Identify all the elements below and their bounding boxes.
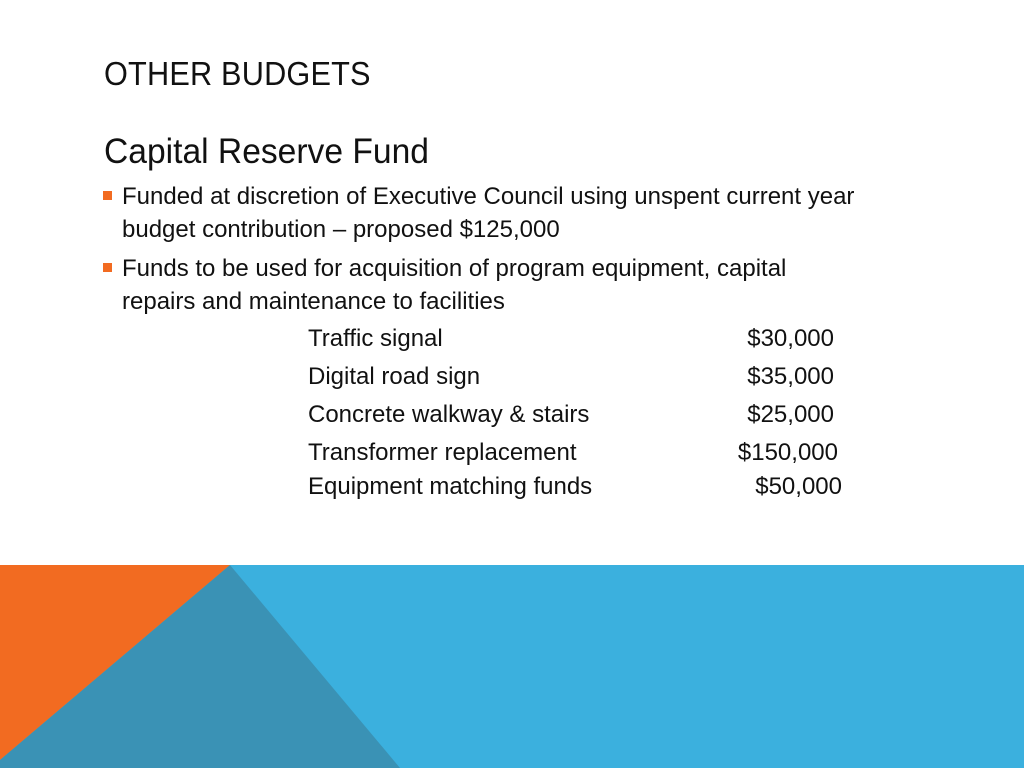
item-amount: $30,000 [747,325,834,352]
budget-line-item [308,470,848,504]
slide-title: OTHER BUDGETS [104,55,371,92]
footer-orange-triangle [0,565,230,760]
item-label: Concrete walkway & stairs [308,401,590,428]
budget-line-item [308,322,848,356]
budget-line-item [308,398,848,432]
bullet-marker-icon [103,191,112,200]
budget-line-item [308,436,848,470]
budget-line-item [308,360,848,394]
bullet-item [103,252,863,318]
item-label: Transformer replacement [308,439,577,466]
item-amount: $25,000 [747,401,834,428]
bullet-item [103,180,863,246]
item-label: Traffic signal [308,325,443,352]
bullet-text: Funded at discretion of Executive Council using unspent current year budget contribution – proposed $125,000 [122,183,855,243]
section-heading: Capital Reserve Fund [104,132,429,171]
item-label: Digital road sign [308,363,481,390]
item-amount: $50,000 [755,473,842,500]
item-amount: $150,000 [737,439,838,466]
bullet-marker-icon [103,263,112,272]
bullet-text: Funds to be used for acquisition of program equipment, capital repairs and maintenance to facilities [122,255,787,315]
item-label: Equipment matching funds [308,473,593,500]
footer-steel-blue-triangle [0,565,400,768]
item-amount: $35,000 [747,363,834,390]
footer-blue-band [0,565,1024,768]
